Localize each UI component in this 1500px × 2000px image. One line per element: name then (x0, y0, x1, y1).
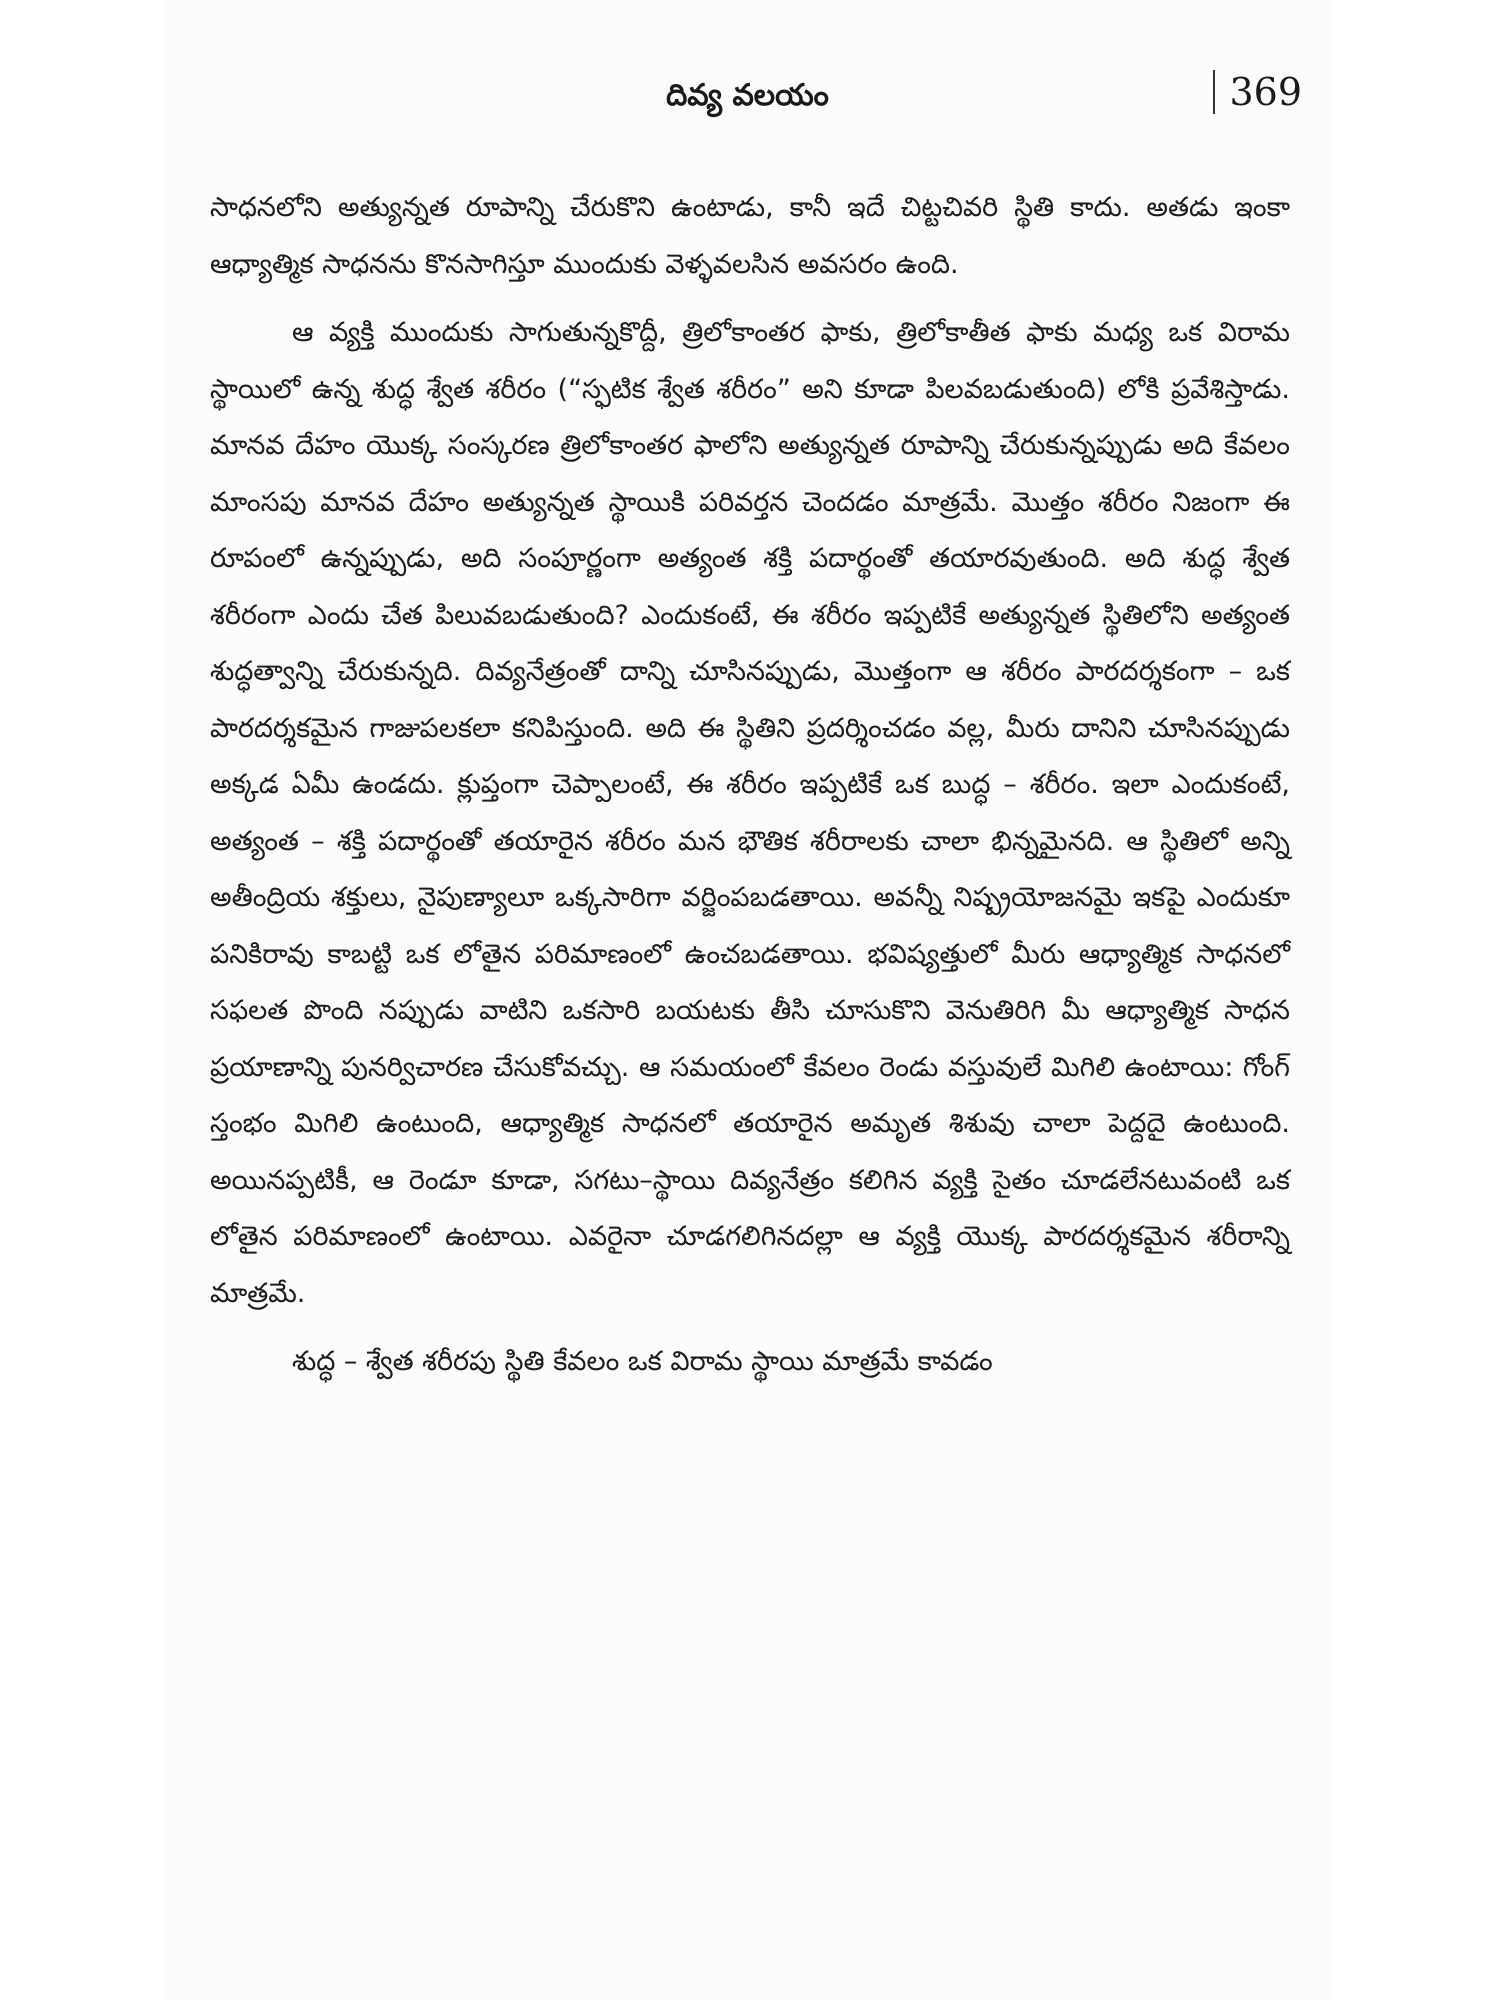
page-number: 369 (1213, 70, 1302, 114)
paragraph-3: శుద్ధ – శ్వేత శరీరపు స్థితి కేవలం ఒక విరామ స్థాయి మాత్రమే కావడం (292, 1346, 993, 1377)
running-title: దివ్య వలయం (666, 78, 829, 113)
paragraph-1: సాధనలోని అత్యున్నత రూపాన్ని చేరుకొని ఉంటాడు, కానీ ఇదే చిట్టచివరి స్థితి కాదు. అతడు ఇంకా ఆధ్యాత్మిక సాధనను కొనసాగిస్తూ ముందుకు వెళ్ళవలసిన అవసరం ఉంది. (210, 192, 1290, 280)
page-header (165, 70, 1330, 130)
paragraph-2: ఆ వ్యక్తి ముందుకు సాగుతున్నకొద్దీ, త్రిలోకాంతర ఫాకు, త్రిలోకాతీత ఫాకు మధ్య ఒక విరామ స్థాయిలో ఉన్న శుద్ధ శ్వేత శరీరం (“స్ఫటిక శ్వేత శరీరం” అని కూడా పిలవబడుతుంది) లోకి ప్రవేశిస్తాడు. మానవ దేహం యొక్క సంస్కరణ త్రిలోకాంతర ఫాలోని అత్యున్నత రూపాన్ని చేరుకున్నప్పుడు అది కేవలం మాంసపు మానవ దేహం అత్యున్నత స్థాయికి పరివర్తన చెందడం మాత్రమే. మొత్తం శరీరం నిజంగా ఈ రూపంలో ఉన్నప్పుడు, అది సంపూర్ణంగా అత్యంత శక్తి పదార్థంతో తయారవుతుంది. అది శుద్ధ శ్వేత శరీరంగా ఎందు చేత పిలువబడుతుంది? ఎందుకంటే, ఈ శరీరం ఇప్పటికే అత్యున్నత స్థితిలోని అత్యంత శుద్ధత్వాన్ని చేరుకున్నది. దివ్యనేత్రంతో దాన్ని చూసినప్పుడు, మొత్తంగా ఆ శరీరం పారదర్శకంగా – ఒక పారదర్శకమైన గాజుపలకలా కనిపిస్తుంది. అది ఈ స్థితిని ప్రదర్శించడం వల్ల, మీరు దానిని చూసినప్పుడు అక్కడ ఏమీ ఉండదు. క్లుప్తంగా చెప్పాలంటే, ఈ శరీరం ఇప్పటికే ఒక బుద్ధ – శరీరం. ఇలా ఎందుకంటే, అత్యంత – శక్తి పదార్థంతో తయారైన శరీరం మన భౌతిక శరీరాలకు చాలా భిన్నమైనది. ఆ స్థితిలో అన్ని అతీంద్రియ శక్తులు, నైపుణ్యాలూ ఒక్కసారిగా వర్జింపబడతాయి. అవన్నీ నిష్ప్రయోజనమై ఇకపై ఎందుకూ పనికిరావు కాబట్టి ఒక లోతైన పరిమాణంలో ఉంచబడతాయి. భవిష్యత్తులో మీరు ఆధ్యాత్మిక సాధనలో సఫలత పొంది నప్పుడు వాటిని ఒకసారి బయటకు తీసి చూసుకొని వెనుతిరిగి మీ ఆధ్యాత్మిక సాధన ప్రయాణాన్ని పునర్విచారణ చేసుకోవచ్చు. ఆ సమయంలో కేవలం రెండు వస్తువులే మిగిలి ఉంటాయి: గోంగ్ స్తంభం మిగిలి ఉంటుంది, ఆధ్యాత్మిక సాధనలో తయారైన అమృత శిశువు చాలా పెద్దదై ఉంటుంది. అయినప్పటికీ, ఆ రెండూ కూడా, సగటు–స్థాయి దివ్యనేత్రం కలిగిన వ్యక్తి సైతం చూడలేనటువంటి ఒక లోతైన పరిమాణంలో ఉంటాయి. ఎవరైనా చూడగలిగినదల్లా ఆ వ్యక్తి యొక్క పారదర్శకమైన శరీరాన్ని మాత్రమే. (210, 317, 1290, 1309)
body-text (210, 180, 1290, 1403)
